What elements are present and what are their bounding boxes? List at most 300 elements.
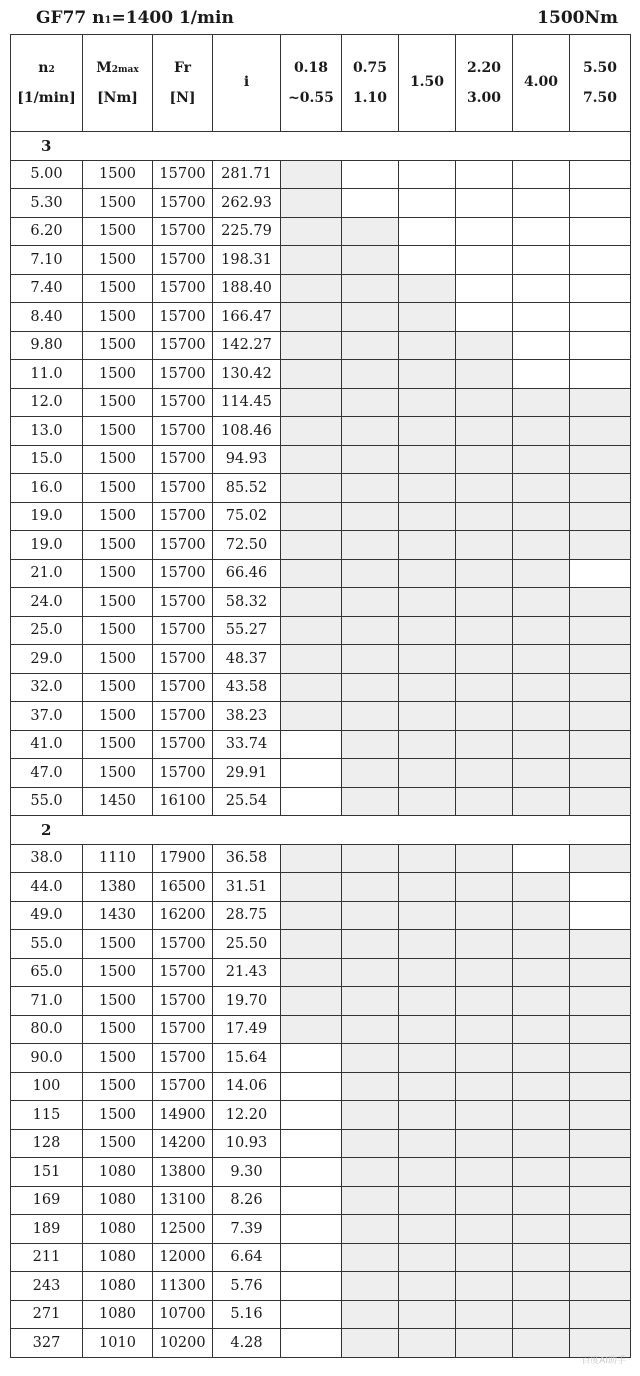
cell-fr: 15700: [153, 1072, 213, 1101]
power-availability-cell: [570, 417, 631, 446]
power-availability-cell: [513, 1329, 570, 1358]
cell-m2: 1500: [83, 246, 153, 275]
power-availability-cell: [281, 417, 342, 446]
table-row: [11, 787, 631, 816]
table-row: [11, 360, 631, 389]
cell-n2: 12.0: [11, 388, 83, 417]
table-row: [11, 645, 631, 674]
power-availability-cell: [399, 417, 456, 446]
power-availability-cell: [456, 901, 513, 930]
cell-m2: 1500: [83, 1015, 153, 1044]
power-availability-cell: [570, 1072, 631, 1101]
power-availability-cell: [513, 417, 570, 446]
cell-m2: 1500: [83, 673, 153, 702]
header-line2: [Nm]: [97, 90, 138, 106]
cell-m2: 1500: [83, 502, 153, 531]
power-availability-cell: [342, 474, 399, 503]
cell-i: 21.43: [213, 958, 281, 987]
power-availability-cell: [456, 987, 513, 1016]
cell-fr: 14200: [153, 1129, 213, 1158]
cell-i: 12.20: [213, 1101, 281, 1130]
power-availability-cell: [342, 502, 399, 531]
power-availability-cell: [570, 274, 631, 303]
cell-i: 281.71: [213, 160, 281, 189]
header-cell: [281, 35, 342, 132]
cell-m2: 1500: [83, 474, 153, 503]
cell-n2: 189: [11, 1215, 83, 1244]
power-availability-cell: [456, 445, 513, 474]
power-availability-cell: [281, 1300, 342, 1329]
cell-n2: 80.0: [11, 1015, 83, 1044]
power-availability-cell: [570, 160, 631, 189]
cell-n2: 9.80: [11, 331, 83, 360]
power-availability-cell: [570, 844, 631, 873]
cell-i: 14.06: [213, 1072, 281, 1101]
power-availability-cell: [456, 217, 513, 246]
cell-m2: 1500: [83, 1101, 153, 1130]
power-availability-cell: [570, 502, 631, 531]
table-row: [11, 901, 631, 930]
power-availability-cell: [513, 1044, 570, 1073]
power-availability-cell: [513, 1300, 570, 1329]
power-availability-cell: [570, 730, 631, 759]
cell-m2: 1010: [83, 1329, 153, 1358]
cell-n2: 7.10: [11, 246, 83, 275]
power-availability-cell: [281, 360, 342, 389]
power-availability-cell: [513, 987, 570, 1016]
power-availability-cell: [456, 1186, 513, 1215]
power-availability-cell: [281, 474, 342, 503]
power-availability-cell: [456, 360, 513, 389]
power-availability-cell: [399, 189, 456, 218]
cell-i: 75.02: [213, 502, 281, 531]
header-line2: [1/min]: [17, 90, 76, 106]
power-availability-cell: [342, 588, 399, 617]
cell-i: 55.27: [213, 616, 281, 645]
power-availability-cell: [513, 930, 570, 959]
power-availability-cell: [570, 616, 631, 645]
cell-fr: 15700: [153, 274, 213, 303]
header-line1: 0.75: [352, 60, 388, 76]
power-availability-cell: [570, 1129, 631, 1158]
power-availability-cell: [570, 474, 631, 503]
cell-n2: 115: [11, 1101, 83, 1130]
power-availability-cell: [399, 274, 456, 303]
cell-n2: 5.30: [11, 189, 83, 218]
power-availability-cell: [399, 160, 456, 189]
cell-m2: 1500: [83, 388, 153, 417]
cell-i: 72.50: [213, 531, 281, 560]
power-availability-cell: [456, 1215, 513, 1244]
cell-fr: 15700: [153, 502, 213, 531]
cell-m2: 1500: [83, 987, 153, 1016]
cell-n2: 128: [11, 1129, 83, 1158]
power-availability-cell: [456, 873, 513, 902]
power-availability-cell: [513, 1215, 570, 1244]
cell-i: 33.74: [213, 730, 281, 759]
cell-i: 166.47: [213, 303, 281, 332]
power-availability-cell: [513, 502, 570, 531]
power-availability-cell: [281, 673, 342, 702]
power-availability-cell: [456, 502, 513, 531]
power-availability-cell: [456, 1129, 513, 1158]
table-row: [11, 987, 631, 1016]
cell-m2: 1500: [83, 616, 153, 645]
cell-fr: 16100: [153, 787, 213, 816]
table-row: [11, 246, 631, 275]
power-availability-cell: [399, 246, 456, 275]
power-availability-cell: [456, 388, 513, 417]
power-availability-cell: [399, 1300, 456, 1329]
cell-i: 4.28: [213, 1329, 281, 1358]
header-line2: 7.50: [582, 90, 618, 106]
cell-n2: 24.0: [11, 588, 83, 617]
power-availability-cell: [342, 1072, 399, 1101]
power-availability-cell: [570, 217, 631, 246]
power-availability-cell: [281, 1215, 342, 1244]
cell-m2: 1500: [83, 588, 153, 617]
power-availability-cell: [570, 873, 631, 902]
power-availability-cell: [281, 588, 342, 617]
table-row: [11, 1044, 631, 1073]
cell-fr: 12000: [153, 1243, 213, 1272]
cell-fr: 15700: [153, 531, 213, 560]
header-cell: [213, 35, 281, 132]
power-availability-cell: [281, 445, 342, 474]
power-availability-cell: [342, 759, 399, 788]
power-availability-cell: [281, 1186, 342, 1215]
power-availability-cell: [399, 217, 456, 246]
power-availability-cell: [513, 844, 570, 873]
power-availability-cell: [281, 217, 342, 246]
header-cell: [153, 35, 213, 132]
cell-fr: 15700: [153, 730, 213, 759]
power-availability-cell: [570, 559, 631, 588]
cell-m2: 1500: [83, 1072, 153, 1101]
power-availability-cell: [399, 1129, 456, 1158]
cell-i: 8.26: [213, 1186, 281, 1215]
cell-n2: 37.0: [11, 702, 83, 731]
cell-n2: 55.0: [11, 787, 83, 816]
cell-i: 25.50: [213, 930, 281, 959]
power-availability-cell: [399, 1158, 456, 1187]
cell-m2: 1080: [83, 1243, 153, 1272]
power-availability-cell: [570, 588, 631, 617]
power-availability-cell: [399, 673, 456, 702]
power-availability-cell: [456, 958, 513, 987]
power-availability-cell: [342, 1158, 399, 1187]
table-row: [11, 1129, 631, 1158]
table-row: [11, 502, 631, 531]
cell-n2: 5.00: [11, 160, 83, 189]
table-row: [11, 588, 631, 617]
power-availability-cell: [342, 1186, 399, 1215]
power-availability-cell: [513, 759, 570, 788]
table-row: [11, 559, 631, 588]
header-cell: [342, 35, 399, 132]
cell-i: 38.23: [213, 702, 281, 731]
power-availability-cell: [281, 702, 342, 731]
cell-i: 17.49: [213, 1015, 281, 1044]
power-availability-cell: [456, 531, 513, 560]
power-availability-cell: [513, 1243, 570, 1272]
table-row: [11, 417, 631, 446]
power-availability-cell: [399, 787, 456, 816]
section-label: 3: [11, 132, 631, 161]
cell-n2: 6.20: [11, 217, 83, 246]
power-availability-cell: [570, 303, 631, 332]
power-availability-cell: [399, 1186, 456, 1215]
cell-m2: 1080: [83, 1300, 153, 1329]
table-row: [11, 160, 631, 189]
cell-n2: 65.0: [11, 958, 83, 987]
power-availability-cell: [570, 388, 631, 417]
power-availability-cell: [399, 1072, 456, 1101]
power-availability-cell: [342, 531, 399, 560]
power-availability-cell: [399, 1044, 456, 1073]
power-availability-cell: [342, 987, 399, 1016]
table-row: [11, 673, 631, 702]
cell-n2: 19.0: [11, 502, 83, 531]
cell-n2: 29.0: [11, 645, 83, 674]
cell-i: 142.27: [213, 331, 281, 360]
power-availability-cell: [342, 844, 399, 873]
power-availability-cell: [342, 1129, 399, 1158]
cell-n2: 55.0: [11, 930, 83, 959]
table-row: [11, 844, 631, 873]
power-availability-cell: [570, 1300, 631, 1329]
cell-fr: 15700: [153, 360, 213, 389]
power-availability-cell: [513, 1272, 570, 1301]
power-availability-cell: [570, 1186, 631, 1215]
cell-n2: 15.0: [11, 445, 83, 474]
power-availability-cell: [399, 844, 456, 873]
cell-fr: 15700: [153, 559, 213, 588]
power-availability-cell: [513, 1101, 570, 1130]
cell-m2: 1500: [83, 360, 153, 389]
cell-fr: 15700: [153, 930, 213, 959]
header-cell: [83, 35, 153, 132]
section-row: [11, 132, 631, 161]
power-availability-cell: [399, 588, 456, 617]
watermark: 百度AI助手: [581, 1356, 626, 1366]
power-availability-cell: [399, 958, 456, 987]
cell-fr: 16500: [153, 873, 213, 902]
power-availability-cell: [456, 730, 513, 759]
cell-fr: 15700: [153, 189, 213, 218]
power-availability-cell: [513, 388, 570, 417]
gearmotor-data-page: [10, 6, 630, 1368]
section-label: 2: [11, 816, 631, 845]
power-availability-cell: [456, 844, 513, 873]
header-line1: n: [38, 60, 49, 76]
power-availability-cell: [570, 645, 631, 674]
header-cell: [570, 35, 631, 132]
power-availability-cell: [513, 1186, 570, 1215]
power-availability-cell: [342, 360, 399, 389]
power-availability-cell: [281, 274, 342, 303]
cell-n2: 13.0: [11, 417, 83, 446]
power-availability-cell: [342, 787, 399, 816]
table-row: [11, 958, 631, 987]
model-title-suffix: =1400 1/min: [111, 8, 234, 28]
cell-fr: 10700: [153, 1300, 213, 1329]
cell-i: 28.75: [213, 901, 281, 930]
power-availability-cell: [342, 1243, 399, 1272]
cell-i: 198.31: [213, 246, 281, 275]
power-availability-cell: [456, 160, 513, 189]
power-availability-cell: [342, 1015, 399, 1044]
cell-m2: 1450: [83, 787, 153, 816]
cell-i: 108.46: [213, 417, 281, 446]
table-row: [11, 303, 631, 332]
power-availability-cell: [570, 1243, 631, 1272]
table-row: [11, 331, 631, 360]
cell-n2: 71.0: [11, 987, 83, 1016]
power-availability-cell: [456, 559, 513, 588]
power-availability-cell: [456, 930, 513, 959]
power-availability-cell: [399, 730, 456, 759]
cell-i: 58.32: [213, 588, 281, 617]
cell-m2: 1500: [83, 331, 153, 360]
cell-n2: 25.0: [11, 616, 83, 645]
cell-n2: 41.0: [11, 730, 83, 759]
table-row: [11, 1243, 631, 1272]
power-availability-cell: [342, 445, 399, 474]
cell-m2: 1500: [83, 645, 153, 674]
header-line2: 3.00: [466, 90, 502, 106]
power-availability-cell: [281, 759, 342, 788]
header-line1: i: [243, 74, 250, 90]
cell-m2: 1500: [83, 189, 153, 218]
power-availability-cell: [456, 303, 513, 332]
cell-m2: 1500: [83, 759, 153, 788]
cell-i: 66.46: [213, 559, 281, 588]
cell-n2: 47.0: [11, 759, 83, 788]
power-availability-cell: [342, 1215, 399, 1244]
header-line1: 4.00: [523, 74, 559, 90]
cell-i: 262.93: [213, 189, 281, 218]
power-availability-cell: [399, 702, 456, 731]
power-availability-cell: [513, 474, 570, 503]
power-availability-cell: [399, 901, 456, 930]
cell-fr: 15700: [153, 246, 213, 275]
power-availability-cell: [570, 901, 631, 930]
table-row: [11, 1215, 631, 1244]
table-row: [11, 1186, 631, 1215]
power-availability-cell: [513, 160, 570, 189]
power-availability-cell: [399, 987, 456, 1016]
power-availability-cell: [399, 474, 456, 503]
cell-m2: 1500: [83, 1044, 153, 1073]
power-availability-cell: [570, 759, 631, 788]
power-availability-cell: [513, 1072, 570, 1101]
cell-m2: 1500: [83, 160, 153, 189]
power-availability-cell: [513, 673, 570, 702]
power-availability-cell: [281, 901, 342, 930]
table-row: [11, 759, 631, 788]
cell-n2: 90.0: [11, 1044, 83, 1073]
power-availability-cell: [342, 1272, 399, 1301]
header-line2: 1.10: [352, 90, 388, 106]
cell-i: 7.39: [213, 1215, 281, 1244]
table-row: [11, 873, 631, 902]
power-availability-cell: [456, 331, 513, 360]
cell-i: 10.93: [213, 1129, 281, 1158]
cell-fr: 15700: [153, 474, 213, 503]
power-availability-cell: [281, 331, 342, 360]
model-title: [36, 8, 234, 28]
power-availability-cell: [281, 246, 342, 275]
title-bar: [10, 6, 630, 34]
power-availability-cell: [456, 1015, 513, 1044]
power-availability-cell: [281, 502, 342, 531]
power-availability-cell: [399, 1272, 456, 1301]
cell-i: 19.70: [213, 987, 281, 1016]
cell-fr: 15700: [153, 588, 213, 617]
power-availability-cell: [399, 1329, 456, 1358]
cell-fr: 15700: [153, 160, 213, 189]
cell-m2: 1500: [83, 303, 153, 332]
header-cell: [11, 35, 83, 132]
power-availability-cell: [281, 616, 342, 645]
power-availability-cell: [513, 217, 570, 246]
power-availability-cell: [399, 502, 456, 531]
cell-m2: 1500: [83, 445, 153, 474]
power-availability-cell: [513, 360, 570, 389]
cell-n2: 21.0: [11, 559, 83, 588]
cell-n2: 271: [11, 1300, 83, 1329]
power-availability-cell: [342, 189, 399, 218]
power-availability-cell: [456, 1158, 513, 1187]
power-availability-cell: [281, 1158, 342, 1187]
cell-i: 6.64: [213, 1243, 281, 1272]
power-availability-cell: [570, 787, 631, 816]
power-availability-cell: [456, 1101, 513, 1130]
performance-table: [10, 34, 631, 1358]
power-availability-cell: [281, 189, 342, 218]
power-availability-cell: [342, 958, 399, 987]
power-availability-cell: [342, 1044, 399, 1073]
power-availability-cell: [513, 189, 570, 218]
table-row: [11, 702, 631, 731]
header-line2: ~0.55: [288, 90, 334, 106]
power-availability-cell: [513, 559, 570, 588]
cell-n2: 11.0: [11, 360, 83, 389]
cell-i: 43.58: [213, 673, 281, 702]
cell-fr: 15700: [153, 673, 213, 702]
power-availability-cell: [399, 616, 456, 645]
cell-i: 29.91: [213, 759, 281, 788]
cell-m2: 1500: [83, 417, 153, 446]
cell-fr: 15700: [153, 616, 213, 645]
header-cell: [399, 35, 456, 132]
table-row: [11, 474, 631, 503]
power-availability-cell: [342, 873, 399, 902]
cell-m2: 1080: [83, 1158, 153, 1187]
power-availability-cell: [342, 1329, 399, 1358]
cell-fr: 15700: [153, 958, 213, 987]
power-availability-cell: [342, 616, 399, 645]
power-availability-cell: [513, 873, 570, 902]
power-availability-cell: [342, 930, 399, 959]
power-availability-cell: [570, 673, 631, 702]
cell-i: 36.58: [213, 844, 281, 873]
power-availability-cell: [399, 559, 456, 588]
power-availability-cell: [456, 246, 513, 275]
power-availability-cell: [342, 331, 399, 360]
power-availability-cell: [399, 303, 456, 332]
